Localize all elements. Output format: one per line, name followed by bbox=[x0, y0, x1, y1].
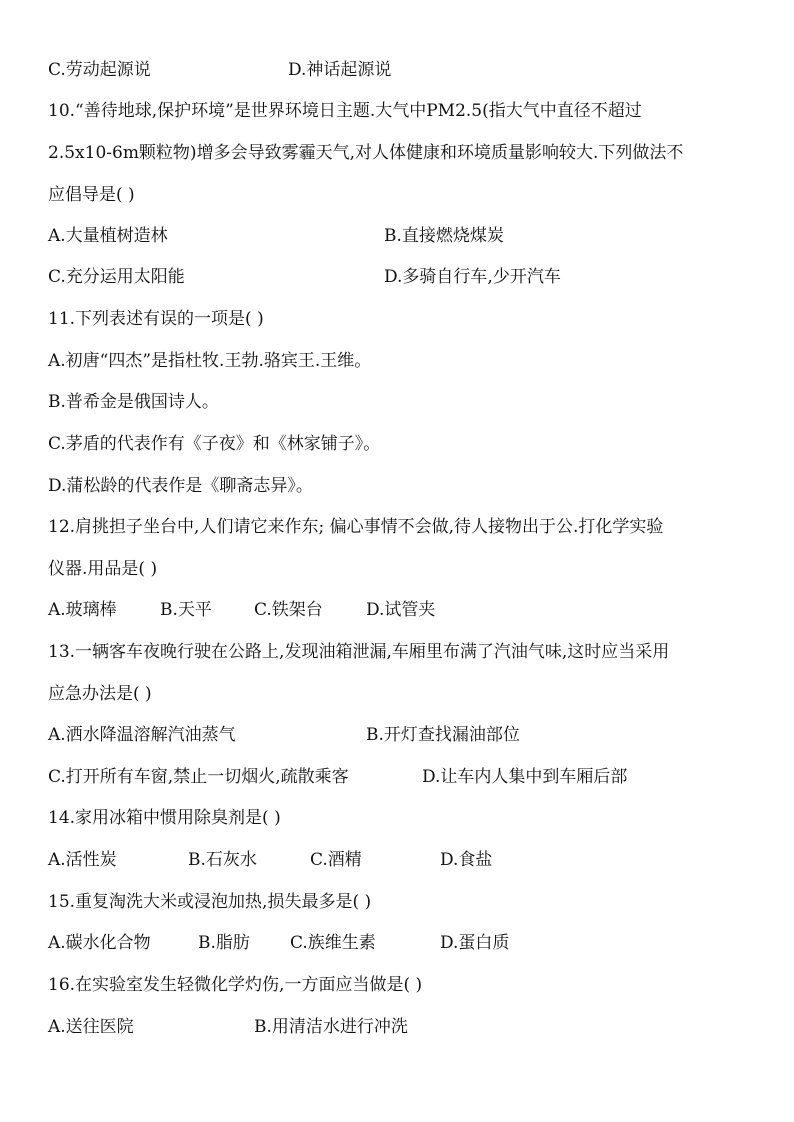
q13-stem-line1: 13.一辆客车夜晚行驶在公路上,发现油箱泄漏,车厢里布满了汽油气味,这时应当采用 bbox=[48, 642, 670, 662]
q11-option-a: A.初唐“四杰”是指杜牧.王勃.骆宾王.王维。 bbox=[48, 351, 372, 371]
q14-option-d: D.食盐 bbox=[440, 850, 493, 870]
q10-stem-line2: 2.5x10-6m颗粒物)增多会导致雾霾天气,对人体健康和环境质量影响较大.下列做法不 bbox=[48, 143, 684, 163]
q11-option-b: B.普希金是俄国诗人。 bbox=[48, 392, 219, 412]
q9-option-d: D.神话起源说 bbox=[288, 60, 392, 80]
q13-stem-line2: 应急办法是( ) bbox=[48, 684, 152, 704]
q15-option-a: A.碳水化合物 bbox=[48, 933, 151, 953]
q12-option-d: D.试管夹 bbox=[366, 600, 436, 620]
q12-stem-line2: 仪器.用品是( ) bbox=[48, 559, 158, 579]
q12-option-a: A.玻璃棒 bbox=[48, 600, 117, 620]
q13-option-d: D.让车内人集中到车厢后部 bbox=[422, 767, 628, 787]
q10-option-c: C.充分运用太阳能 bbox=[48, 267, 185, 287]
q12-option-c: C.铁架台 bbox=[254, 600, 323, 620]
q15-option-b: B.脂肪 bbox=[198, 933, 250, 953]
q12-stem-line1: 12.肩挑担子坐台中,人们请它来作东; 偏心事情不会做,待人接物出于公.打化学实验 bbox=[48, 517, 664, 537]
q13-option-b: B.开灯查找漏油部位 bbox=[366, 725, 520, 745]
q15-option-d: D.蛋白质 bbox=[440, 933, 510, 953]
q15-stem: 15.重复淘洗大米或浸泡加热,损失最多是( ) bbox=[48, 892, 372, 912]
q10-option-a: A.大量植树造林 bbox=[48, 226, 168, 246]
q11-option-c: C.茅盾的代表作有《子夜》和《林家铺子》。 bbox=[48, 434, 381, 454]
q9-option-c: C.劳动起源说 bbox=[48, 60, 151, 80]
q16-option-b: B.用清洁水进行冲洗 bbox=[254, 1017, 408, 1037]
q10-stem-line3: 应倡导是( ) bbox=[48, 185, 135, 205]
q14-option-a: A.活性炭 bbox=[48, 850, 117, 870]
q10-stem-line1: 10.“善待地球,保护环境”是世界环境日主题.大气中PM2.5(指大气中直径不超过 bbox=[48, 101, 642, 121]
q14-stem: 14.家用冰箱中惯用除臭剂是( ) bbox=[48, 808, 281, 828]
q14-option-c: C.酒精 bbox=[310, 850, 362, 870]
q14-option-b: B.石灰水 bbox=[188, 850, 257, 870]
q10-option-d: D.多骑自行车,少开汽车 bbox=[384, 267, 561, 287]
q11-stem: 11.下列表述有误的一项是( ) bbox=[48, 309, 264, 329]
q16-option-a: A.送往医院 bbox=[48, 1017, 134, 1037]
q12-option-b: B.天平 bbox=[160, 600, 212, 620]
q16-stem: 16.在实验室发生轻微化学灼伤,一方面应当做是( ) bbox=[48, 975, 423, 995]
q10-option-b: B.直接燃烧煤炭 bbox=[384, 226, 504, 246]
q15-option-c: C.族维生素 bbox=[290, 933, 376, 953]
q11-option-d: D.蒲松龄的代表作是《聊斋志异》。 bbox=[48, 476, 313, 496]
q13-option-a: A.洒水降温溶解汽油蒸气 bbox=[48, 725, 236, 745]
q13-option-c: C.打开所有车窗,禁止一切烟火,疏散乘客 bbox=[48, 767, 349, 787]
